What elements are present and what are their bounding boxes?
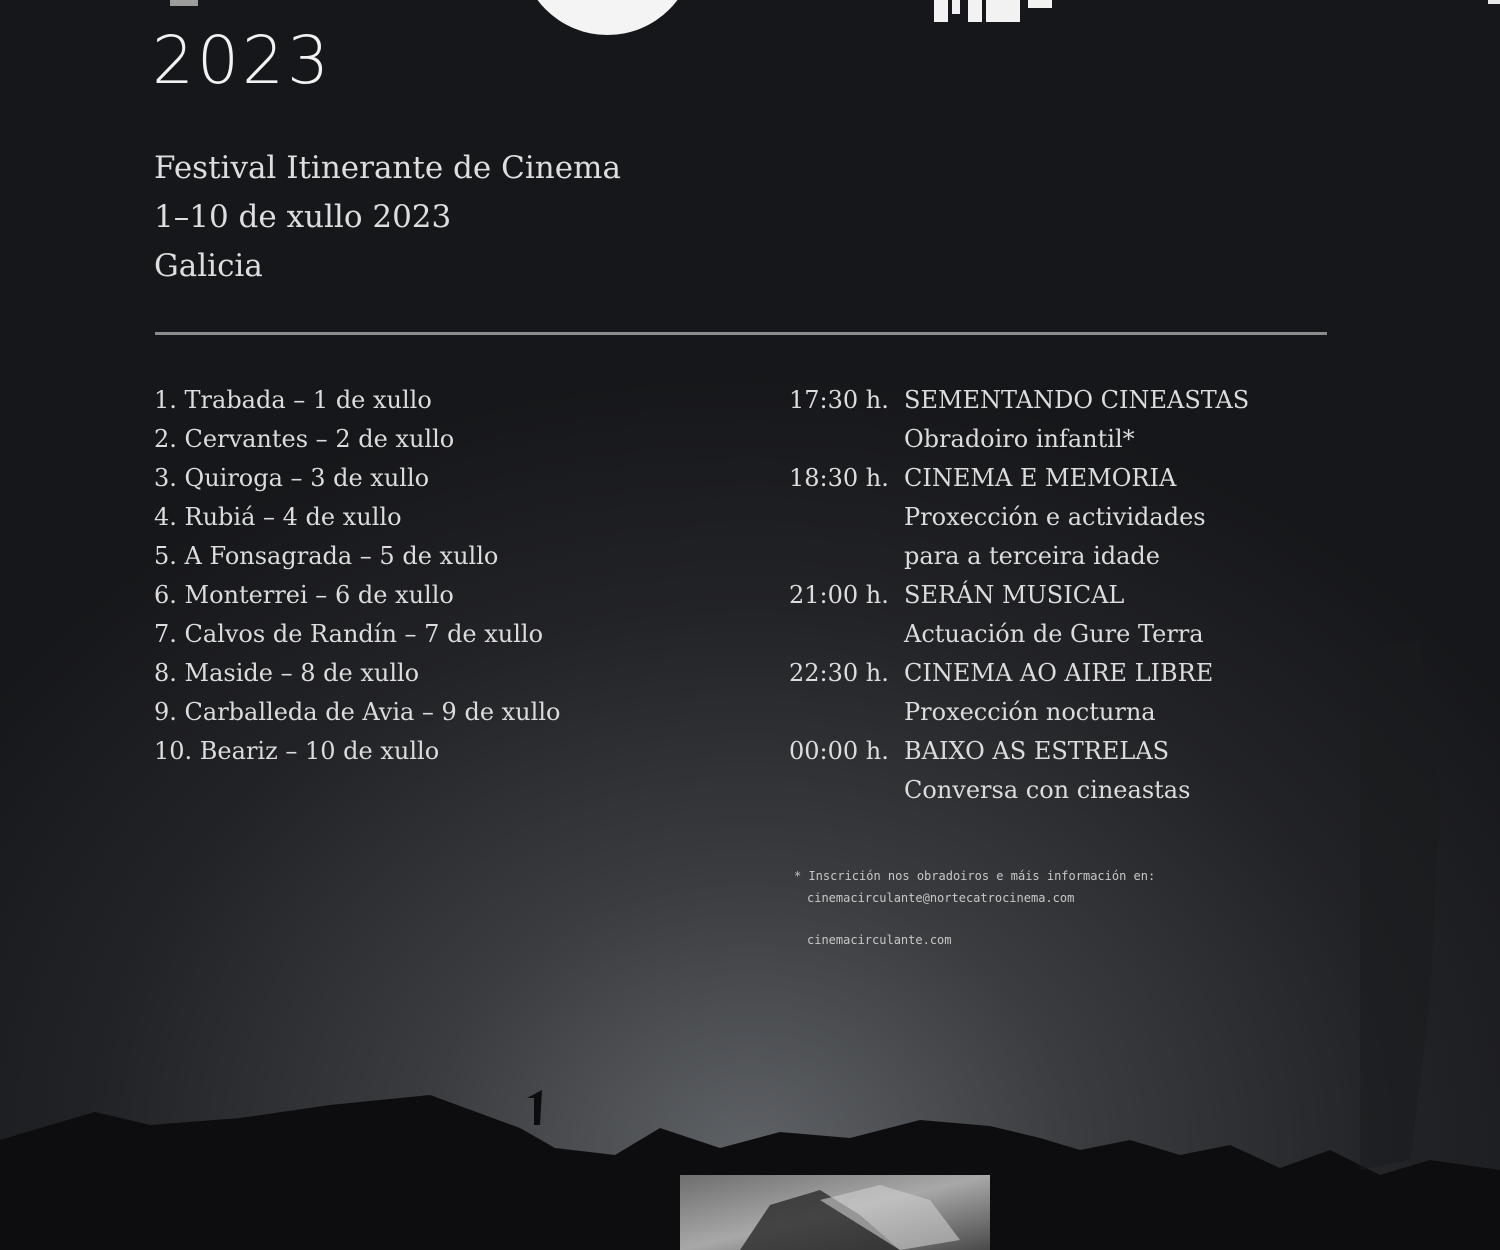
logo-fragment [170, 0, 198, 6]
village-item: 1. Trabada – 1 de xullo [154, 386, 432, 414]
schedule-item [789, 381, 1249, 459]
festival-dates: 1–10 de xullo 2023 [154, 199, 452, 235]
divider-line [155, 332, 1327, 335]
website-url: cinemacirculante.com [807, 933, 952, 947]
village-item: 8. Maside – 8 de xullo [154, 659, 420, 687]
schedule-time: 22:30 h. [789, 659, 889, 687]
schedule-detail: Obradoiro infantil* [904, 425, 1135, 453]
schedule-time: 17:30 h. [789, 386, 889, 414]
village-item: 2. Cervantes – 2 de xullo [154, 425, 455, 453]
schedule-title: SEMENTANDO CINEASTAS [904, 386, 1250, 414]
schedule-item [789, 576, 1249, 654]
schedule-detail: Proxección e actividades [904, 503, 1206, 531]
festival-year: 2023 [152, 22, 332, 99]
corner-mark [1488, 0, 1500, 4]
festival-region: Galicia [154, 248, 263, 284]
schedule-item [789, 732, 1249, 810]
schedule-time: 21:00 h. [789, 581, 889, 609]
village-item: 5. A Fonsagrada – 5 de xullo [154, 542, 499, 570]
schedule-title: BAIXO AS ESTRELAS [904, 737, 1170, 765]
schedule-detail: Actuación de Gure Terra [904, 620, 1204, 648]
village-item: 9. Carballeda de Avia – 9 de xullo [154, 698, 561, 726]
schedule-detail: para a terceira idade [904, 542, 1160, 570]
schedule-title: CINEMA E MEMORIA [904, 464, 1177, 492]
schedule-item [789, 459, 1249, 576]
daily-schedule [789, 381, 1249, 810]
schedule-time: 00:00 h. [789, 737, 889, 765]
schedule-detail: Conversa con cineastas [904, 776, 1191, 804]
footnote-text: * Inscrición nos obradoiros e máis información en: [794, 869, 1156, 883]
logo-letters-icon [928, 0, 1058, 22]
contact-email: cinemacirculante@nortecatrocinema.com [807, 891, 1075, 905]
schedule-detail: Proxección nocturna [904, 698, 1156, 726]
festival-subtitle [154, 144, 621, 291]
festival-tagline: Festival Itinerante de Cinema [154, 150, 621, 186]
schedule-title: CINEMA AO AIRE LIBRE [904, 659, 1214, 687]
village-item: 6. Monterrei – 6 de xullo [154, 581, 454, 609]
village-item: 10. Beariz – 10 de xullo [154, 737, 440, 765]
schedule-time: 18:30 h. [789, 464, 889, 492]
village-list [154, 381, 560, 771]
village-item: 7. Calvos de Randín – 7 de xullo [154, 620, 544, 648]
village-item: 3. Quiroga – 3 de xullo [154, 464, 430, 492]
schedule-item [789, 654, 1249, 732]
village-item: 4. Rubiá – 4 de xullo [154, 503, 402, 531]
schedule-title: SERÁN MUSICAL [904, 581, 1125, 609]
footnote [794, 865, 1155, 951]
